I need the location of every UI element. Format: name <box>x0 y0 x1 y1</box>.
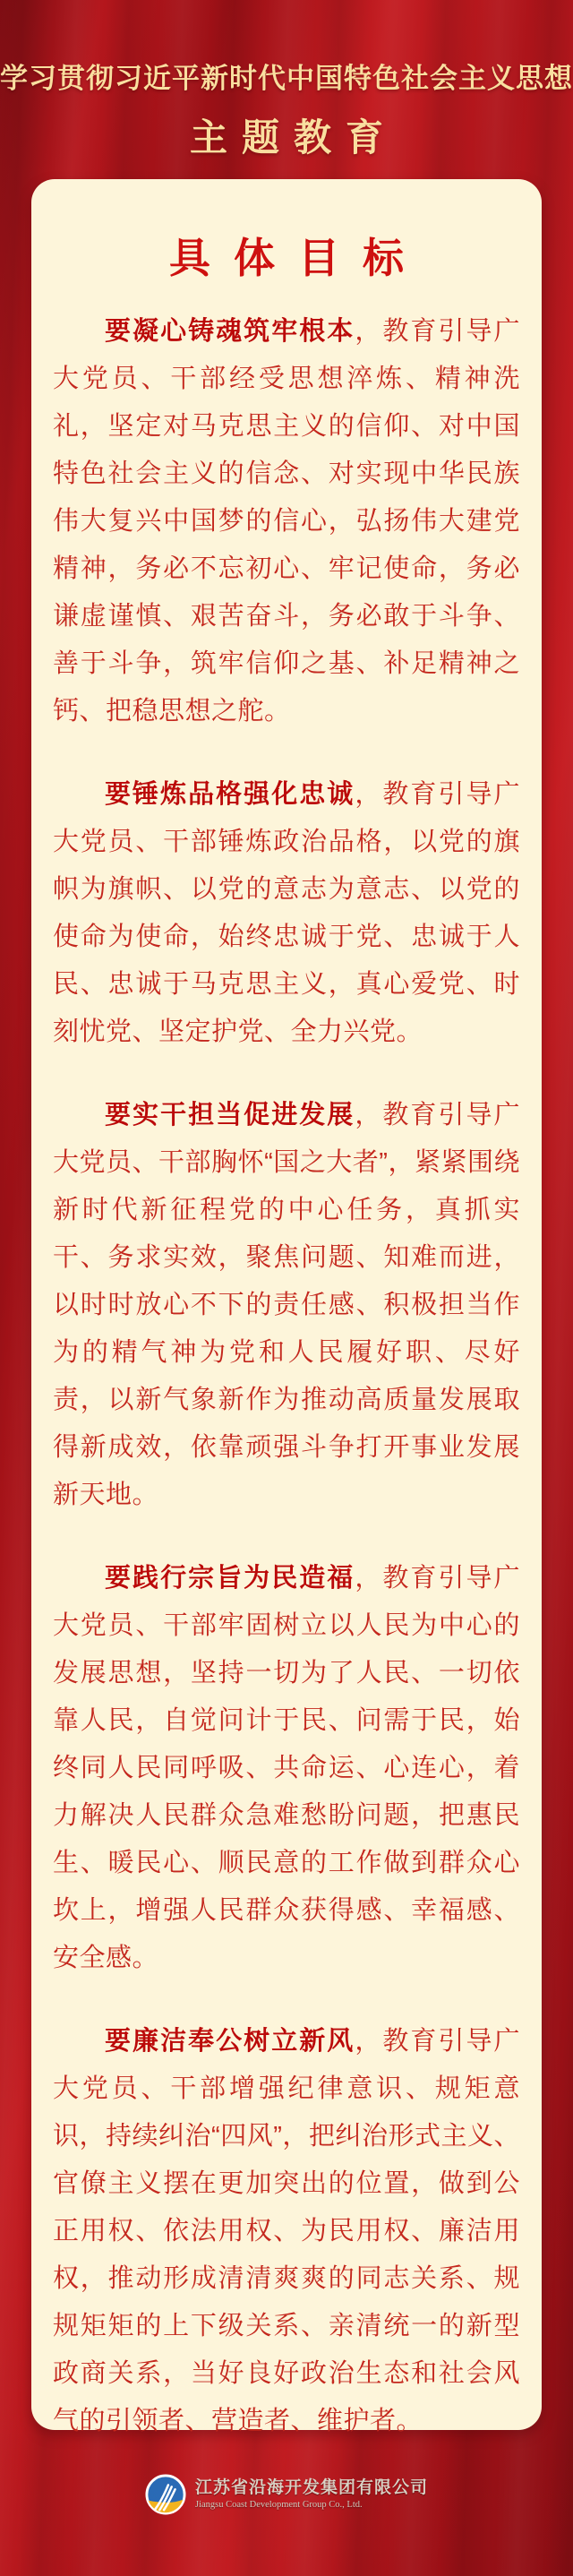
paragraph-3-lead: 要实干担当促进发展 <box>105 1101 355 1129</box>
company-name-block <box>195 2479 428 2510</box>
paragraph-4-lead: 要践行宗旨为民造福 <box>105 1564 355 1593</box>
paragraph-4-body: ，教育引导广大党员、干部牢固树立以人民为中心的发展思想，坚持一切为了人民、一切依靠人民，自觉问计于民、问需于民，始终同人民同呼吸、共命运、心连心，着力解决人民群众急难愁盼问题，把惠民生、暖民心、顺民意的工作做到群众心坎上，增强人民群众获得感、幸福感、安全感。 <box>53 1564 520 1972</box>
company-name-en: Jiangsu Coast Development Group Co., Ltd. <box>194 2499 363 2510</box>
content-card <box>31 179 542 2435</box>
card-title: 具体目标 <box>169 235 427 281</box>
header-title-line2: 主题教育 <box>189 116 398 159</box>
paragraph-3 <box>53 1092 520 1519</box>
paragraph-3-body: ，教育引导广大党员、干部胸怀“国之大者”，紧紧围绕新时代新征程党的中心任务，真抓实干、务求实效，聚焦问题、知难而进，以时时放心不下的责任感、积极担当作为的精气神为党和人民履好职、尽好责，以新气象新作为推动高质量发展取得新成效，依靠顽强斗争打开事业发展新天地。 <box>53 1101 520 1509</box>
company-logo-icon <box>145 2474 186 2515</box>
paragraph-5 <box>53 2018 520 2445</box>
paragraph-2 <box>53 771 520 1056</box>
company-name-cn: 江苏省沿海开发集团有限公司 <box>194 2477 428 2497</box>
paragraph-2-body: ，教育引导广大党员、干部锤炼政治品格，以党的旗帜为旗帜、以党的意志为意志、以党的使命为使命，始终忠诚于党、忠诚于人民、忠诚于马克思主义，真心爱党、时刻忧党、坚定护党、全力兴党。 <box>53 780 520 1046</box>
poster-header <box>0 0 573 162</box>
paragraph-5-lead: 要廉洁奉公树立新风 <box>105 2027 355 2056</box>
footer-logo-group <box>0 2474 573 2515</box>
paragraph-2-lead: 要锤炼品格强化忠诚 <box>105 780 355 809</box>
header-title-line1: 学习贯彻习近平新时代中国特色社会主义思想 <box>0 63 573 94</box>
paragraph-1 <box>53 308 520 735</box>
paragraph-1-body: ，教育引导广大党员、干部经受思想淬炼、精神洗礼，坚定对马克思主义的信仰、对中国特色社会主义的信念、对实现中华民族伟大复兴中国梦的信心，弘扬伟大建党精神，务必不忘初心、牢记使命，务必谦虚谨慎、艰苦奋斗，务必敢于斗争、善于斗争，筑牢信仰之基、补足精神之钙、把稳思想之舵。 <box>53 317 520 726</box>
paragraph-1-lead: 要凝心铸魂筑牢根本 <box>105 317 355 346</box>
paragraph-4 <box>53 1555 520 1982</box>
paragraph-5-body: ，教育引导广大党员、干部增强纪律意识、规矩意识，持续纠治“四风”，把纠治形式主义、官僚主义摆在更加突出的位置，做到公正用权、依法用权、为民用权、廉洁用权，推动形成清清爽爽的同志关系、规规矩矩的上下级关系、亲清统一的新型政商关系，当好良好政治生态和社会风气的引领者、营造者、维护者。 <box>53 2027 520 2435</box>
